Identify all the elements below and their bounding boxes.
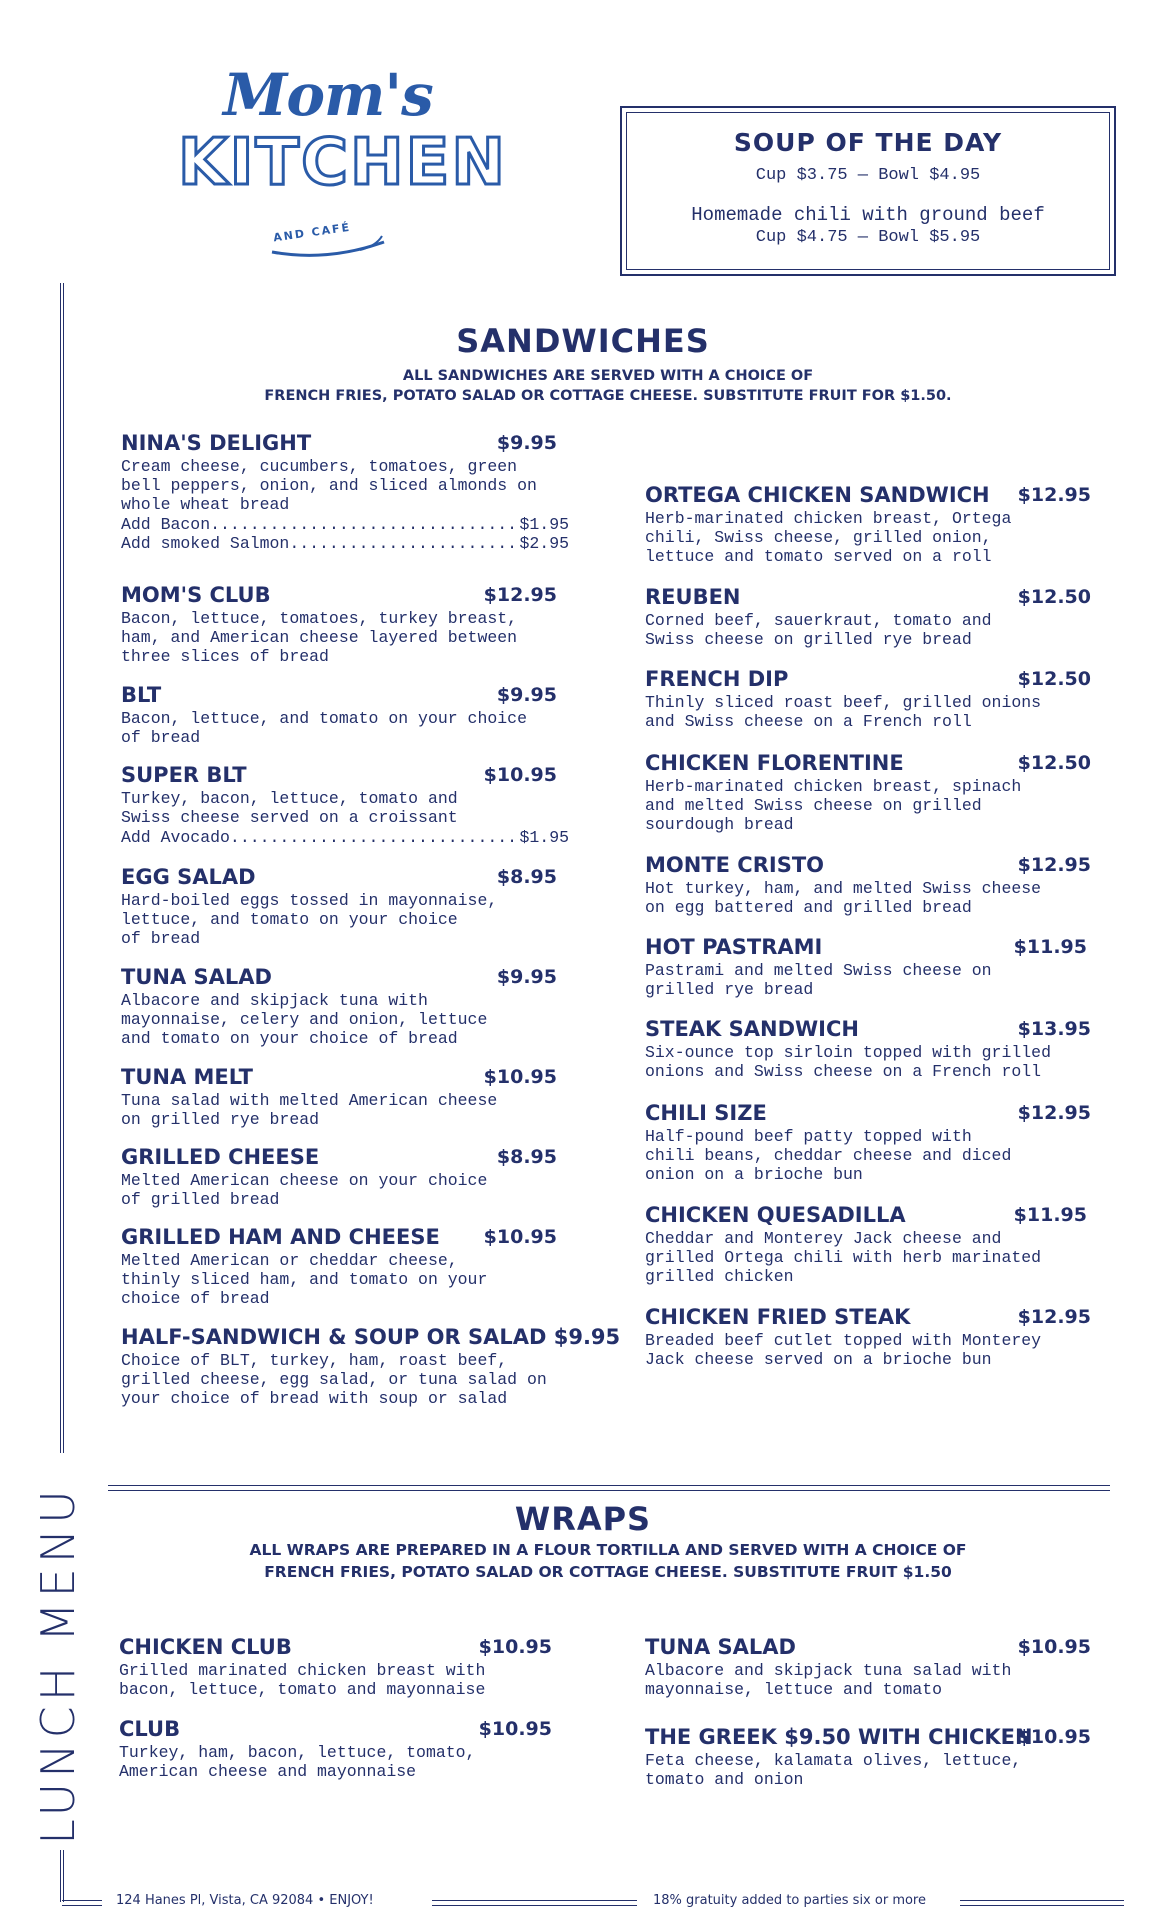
- addon-price: $1.95: [519, 828, 569, 847]
- addon-label: Add Avocado: [121, 828, 230, 847]
- logo-sub-text: AND CAFÉ: [272, 220, 352, 245]
- item-price: $12.95: [1017, 484, 1091, 506]
- wraps-note-line2: FRENCH FRIES, POTATO SALAD OR COTTAGE CHEESE. SUBSTITUTE FRUIT $1.50: [264, 1563, 952, 1581]
- item-description: Albacore and skipjack tuna salad with mayonnaise, lettuce and tomato: [645, 1661, 1012, 1699]
- item-description: Six-ounce top sirloin topped with grilled onions and Swiss cheese on a French roll: [645, 1043, 1051, 1081]
- item-price: $12.95: [483, 584, 557, 606]
- item-price: $10.95: [478, 1636, 552, 1658]
- item-name: ORTEGA CHICKEN SANDWICH: [645, 483, 990, 507]
- menu-item: [121, 582, 569, 666]
- addon-price: $1.95: [519, 515, 569, 534]
- footer-rule: [62, 1900, 102, 1906]
- menu-item: [121, 1064, 569, 1129]
- item-name: TUNA SALAD: [645, 1635, 796, 1659]
- item-price: $9.95: [496, 684, 557, 706]
- item-description: Hot turkey, ham, and melted Swiss cheese on egg battered and grilled bread: [645, 879, 1042, 917]
- item-description: Bacon, lettuce, and tomato on your choice of bread: [121, 709, 527, 747]
- menu-item: [645, 666, 1091, 731]
- item-description: Breaded beef cutlet topped with Monterey Jack cheese served on a brioche bun: [645, 1331, 1042, 1369]
- item-description: Bacon, lettuce, tomatoes, turkey breast, ham, and American cheese layered between three slices of bread: [121, 609, 518, 666]
- item-name: NINA'S DELIGHT: [121, 431, 312, 455]
- item-name: MOM'S CLUB: [121, 583, 271, 607]
- item-description: Feta cheese, kalamata olives, lettuce, tomato and onion: [645, 1751, 1022, 1789]
- menu-item: [121, 1224, 569, 1308]
- item-name: SUPER BLT: [121, 763, 247, 787]
- item-name: THE GREEK $9.50 WITH CHICKEN: [645, 1725, 1033, 1749]
- addon-label: Add smoked Salmon: [121, 534, 290, 553]
- item-name: HALF-SANDWICH & SOUP OR SALAD $9.95: [121, 1325, 621, 1349]
- item-description: Melted American or cheddar cheese, thinly sliced ham, and tomato on your choice of bread: [121, 1251, 488, 1308]
- item-description: Melted American cheese on your choice of grilled bread: [121, 1171, 488, 1209]
- menu-item: [645, 934, 1091, 999]
- item-name: TUNA MELT: [121, 1065, 253, 1089]
- item-description: Corned beef, sauerkraut, tomato and Swiss cheese on grilled rye bread: [645, 611, 992, 649]
- item-description: Turkey, ham, bacon, lettuce, tomato, American cheese and mayonnaise: [119, 1743, 476, 1781]
- lunch-menu-label: LUNCH MENU: [31, 1485, 85, 1845]
- sandwiches-title: SANDWICHES: [456, 322, 710, 360]
- soup-chili-price-line: Cup $4.75 — Bowl $5.95: [755, 228, 981, 247]
- item-description: Tuna salad with melted American cheese on grilled rye bread: [121, 1091, 498, 1129]
- item-name: EGG SALAD: [121, 865, 256, 889]
- item-name: CHICKEN FLORENTINE: [645, 751, 904, 775]
- wraps-note-line1: ALL WRAPS ARE PREPARED IN A FLOUR TORTILLA AND SERVED WITH A CHOICE OF: [249, 1541, 967, 1559]
- item-price: $12.95: [1017, 1306, 1091, 1328]
- menu-item: [645, 1202, 1091, 1286]
- logo-main-text: KITCHEN: [178, 126, 507, 200]
- item-price: $12.95: [1017, 1102, 1091, 1124]
- left-rail-top: [60, 283, 64, 1453]
- menu-item: [119, 1634, 567, 1699]
- item-description: Herb-marinated chicken breast, Ortega chili, Swiss cheese, grilled onion, lettuce and tomato served on a roll: [645, 509, 1012, 566]
- wraps-divider: [108, 1485, 1110, 1491]
- item-description: Grilled marinated chicken breast with bacon, lettuce, tomato and mayonnaise: [119, 1661, 486, 1699]
- item-price: $10.95: [483, 1066, 557, 1088]
- item-price: $9.95: [496, 432, 557, 454]
- item-price: $8.95: [496, 866, 557, 888]
- logo-script-text: Mom's: [223, 61, 433, 129]
- soup-of-the-day-box: [620, 106, 1116, 276]
- item-description: Herb-marinated chicken breast, spinach and melted Swiss cheese on grilled sourdough bread: [645, 777, 1022, 834]
- addon-label: Add Bacon: [121, 515, 211, 534]
- item-name: BLT: [121, 683, 162, 707]
- item-name: TUNA SALAD: [121, 965, 272, 989]
- item-price: $10.95: [483, 1226, 557, 1248]
- footer-rule: [432, 1900, 637, 1906]
- item-price: $12.50: [1017, 668, 1091, 690]
- item-price: $12.50: [1017, 752, 1091, 774]
- item-description: Half-pound beef patty topped with chili beans, cheddar cheese and diced onion on a brioche bun: [645, 1127, 1012, 1184]
- sandwiches-note-line1: ALL SANDWICHES ARE SERVED WITH A CHOICE OF: [402, 368, 814, 384]
- menu-item: [645, 1304, 1091, 1369]
- menu-item: [645, 584, 1091, 649]
- menu-item: [645, 1100, 1091, 1184]
- menu-item: [121, 1324, 621, 1408]
- menu-item: [121, 864, 569, 948]
- menu-item: [119, 1716, 567, 1781]
- addon-row: [121, 533, 569, 555]
- menu-item: [645, 1724, 1091, 1789]
- menu-item: [645, 482, 1091, 566]
- menu-item: [645, 1016, 1091, 1081]
- soup-price-line: Cup $3.75 — Bowl $4.95: [755, 166, 981, 185]
- item-description: Albacore and skipjack tuna with mayonnaise, celery and onion, lettuce and tomato on your choice of bread: [121, 991, 488, 1048]
- item-name: HOT PASTRAMI: [645, 935, 823, 959]
- item-price: $11.95: [1013, 936, 1087, 958]
- item-name: CLUB: [119, 1717, 181, 1741]
- item-price: $10.95: [478, 1718, 552, 1740]
- item-description: Cream cheese, cucumbers, tomatoes, green bell peppers, onion, and sliced almonds on whole wheat bread: [121, 457, 537, 514]
- item-name: MONTE CRISTO: [645, 853, 825, 877]
- item-price: $10.95: [483, 764, 557, 786]
- item-price: $12.50: [1017, 586, 1091, 608]
- item-name: REUBEN: [645, 585, 741, 609]
- footer: [0, 1893, 1166, 1913]
- item-name: CHILI SIZE: [645, 1101, 767, 1125]
- item-name: STEAK SANDWICH: [645, 1017, 859, 1041]
- item-price: $13.95: [1017, 1018, 1091, 1040]
- wraps-title: WRAPS: [514, 1500, 652, 1538]
- item-description: Choice of BLT, turkey, ham, roast beef, grilled cheese, egg salad, or tuna salad on your choice of bread with soup or salad: [121, 1351, 547, 1408]
- footer-rule: [960, 1900, 1124, 1906]
- soup-chili-line: Homemade chili with ground beef: [691, 204, 1045, 226]
- item-description: Cheddar and Monterey Jack cheese and grilled Ortega chili with herb marinated grilled chicken: [645, 1229, 1042, 1286]
- item-name: CHICKEN QUESADILLA: [645, 1203, 906, 1227]
- item-description: Thinly sliced roast beef, grilled onions and Swiss cheese on a French roll: [645, 693, 1042, 731]
- item-name: CHICKEN FRIED STEAK: [645, 1305, 911, 1329]
- item-price: $12.95: [1017, 854, 1091, 876]
- addon-row: [121, 827, 569, 849]
- item-price: $10.95: [1017, 1636, 1091, 1658]
- item-price: $10.95: [1017, 1726, 1091, 1748]
- item-description: Pastrami and melted Swiss cheese on grilled rye bread: [645, 961, 992, 999]
- item-description: Turkey, bacon, lettuce, tomato and Swiss cheese served on a croissant: [121, 789, 458, 827]
- item-price: $11.95: [1013, 1204, 1087, 1226]
- menu-item: [121, 964, 569, 1048]
- item-price: $8.95: [496, 1146, 557, 1168]
- footer-gratuity: 18% gratuity added to parties six or more: [653, 1893, 926, 1908]
- menu-item: [645, 750, 1091, 834]
- logo: [178, 60, 507, 260]
- item-name: CHICKEN CLUB: [119, 1635, 292, 1659]
- menu-item: [121, 430, 569, 555]
- soup-title: SOUP OF THE DAY: [733, 128, 1003, 157]
- item-price: $9.95: [496, 966, 557, 988]
- addon-price: $2.95: [519, 534, 569, 553]
- menu-item: [645, 1634, 1091, 1699]
- item-name: GRILLED HAM AND CHEESE: [121, 1225, 440, 1249]
- item-description: Hard-boiled eggs tossed in mayonnaise, lettuce, and tomato on your choice of bread: [121, 891, 498, 948]
- item-name: FRENCH DIP: [645, 667, 789, 691]
- menu-item: [121, 682, 569, 747]
- menu-item: [121, 762, 569, 849]
- menu-item: [645, 852, 1091, 917]
- item-name: GRILLED CHEESE: [121, 1145, 320, 1169]
- menu-item: [121, 1144, 569, 1209]
- footer-address: 124 Hanes Pl, Vista, CA 92084 • ENJOY!: [116, 1893, 374, 1908]
- sandwiches-note-line2: FRENCH FRIES, POTATO SALAD OR COTTAGE CHEESE. SUBSTITUTE FRUIT FOR $1.50.: [264, 388, 952, 404]
